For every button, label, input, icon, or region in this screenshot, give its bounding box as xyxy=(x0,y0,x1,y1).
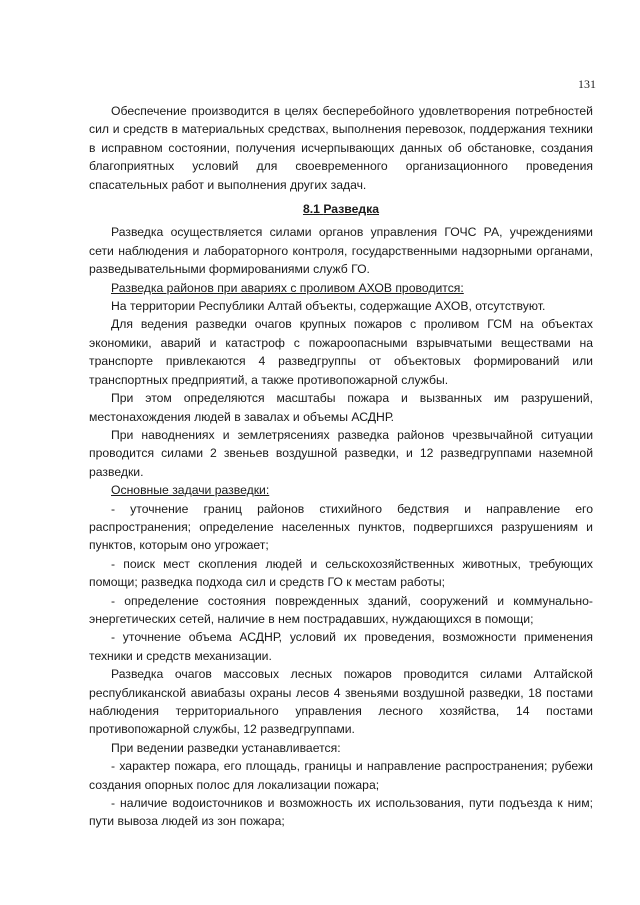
paragraph-reconnaissance-forces: Разведка осуществляется силами органов управления ГОЧС РА, учреждениями сети наблюдения и лабораторного контроля, государственными надзорными органами, разведывательными формированиями служб ГО. xyxy=(89,225,593,277)
document-body xyxy=(89,102,593,831)
section-heading xyxy=(89,200,593,218)
paragraph-forest-fires: Разведка очагов массовых лесных пожаров проводится силами Алтайской республиканской авиабазы охраны лесов 4 звеньями воздушной разведки, 18 постами наблюдения территориального управления лесного хозяйства, 14 постами противопожарной службы, 12 разведгруппами. xyxy=(89,667,593,737)
page-number: 131 xyxy=(578,77,596,91)
subheading-tasks-text: Основные задачи разведки: xyxy=(111,483,270,498)
subheading-ahov-text: Разведка районов при авариях с проливом АХОВ проводится: xyxy=(111,280,464,295)
paragraph-ahov-absent: На территории Республики Алтай объекты, содержащие АХОВ, отсутствуют. xyxy=(111,299,546,314)
established-item: - наличие водоисточников и возможность их использования, пути подъезда к ним; пути вывоза людей из зон пожара; xyxy=(89,796,593,829)
paragraph-flood-earthquake: При наводнениях и землетрясениях разведка районов чрезвычайной ситуации проводится силами 2 звеньев воздушной разведки, и 12 разведгруппами наземной разведки. xyxy=(89,427,593,479)
task-item: - уточнение объема АСДНР, условий их проведения, возможности применения техники и средств механизации. xyxy=(89,630,593,663)
section-number: 8.1 xyxy=(302,202,320,217)
paragraph-established: При ведении разведки устанавливается: xyxy=(111,740,341,755)
section-title: Разведка xyxy=(323,202,380,217)
subheading-ahov xyxy=(89,279,593,297)
intro-paragraph: Обеспечение производится в целях бесперебойного удовлетворения потребностей сил и средств в материальных средствах, выполнения перевозок, поддержания техники в исправном состоянии, получения исчерпывающих данных об обстановке, создания благоприятных условий для своевременного организационного проведения спасательных работ и выполнения других задач. xyxy=(89,104,593,192)
paragraph-fire-reconnaissance: Для ведения разведки очагов крупных пожаров с проливом ГСМ на объектах экономики, аварий и катастроф с пожароопасными взрывчатыми веществами на транспорте привлекаются 4 разведгруппы от объектовых формирований или транспортных предприятий, а также противопожарной службы. xyxy=(89,317,593,387)
task-item: - уточнение границ районов стихийного бедствия и направление его распространения; определение населенных пунктов, подвергшихся разрушениям и пунктов, которым оно угрожает; xyxy=(89,501,593,553)
established-item: - характер пожара, его площадь, границы и направление распространения; рубежи создания опорных полос для локализации пожара; xyxy=(89,759,593,792)
task-item: - поиск мест скопления людей и сельскохозяйственных животных, требующих помощи; разведка подхода сил и средств ГО к местам работы; xyxy=(89,556,593,590)
subheading-tasks xyxy=(89,481,593,499)
task-item: - определение состояния поврежденных зданий, сооружений и коммунально-энергетических сетей, наличие в нем пострадавших, нуждающихся в помощи; xyxy=(89,593,593,626)
paragraph-fire-scale: При этом определяются масштабы пожара и вызванных им разрушений, местонахождения людей в завалах и объемы АСДНР. xyxy=(89,391,593,424)
